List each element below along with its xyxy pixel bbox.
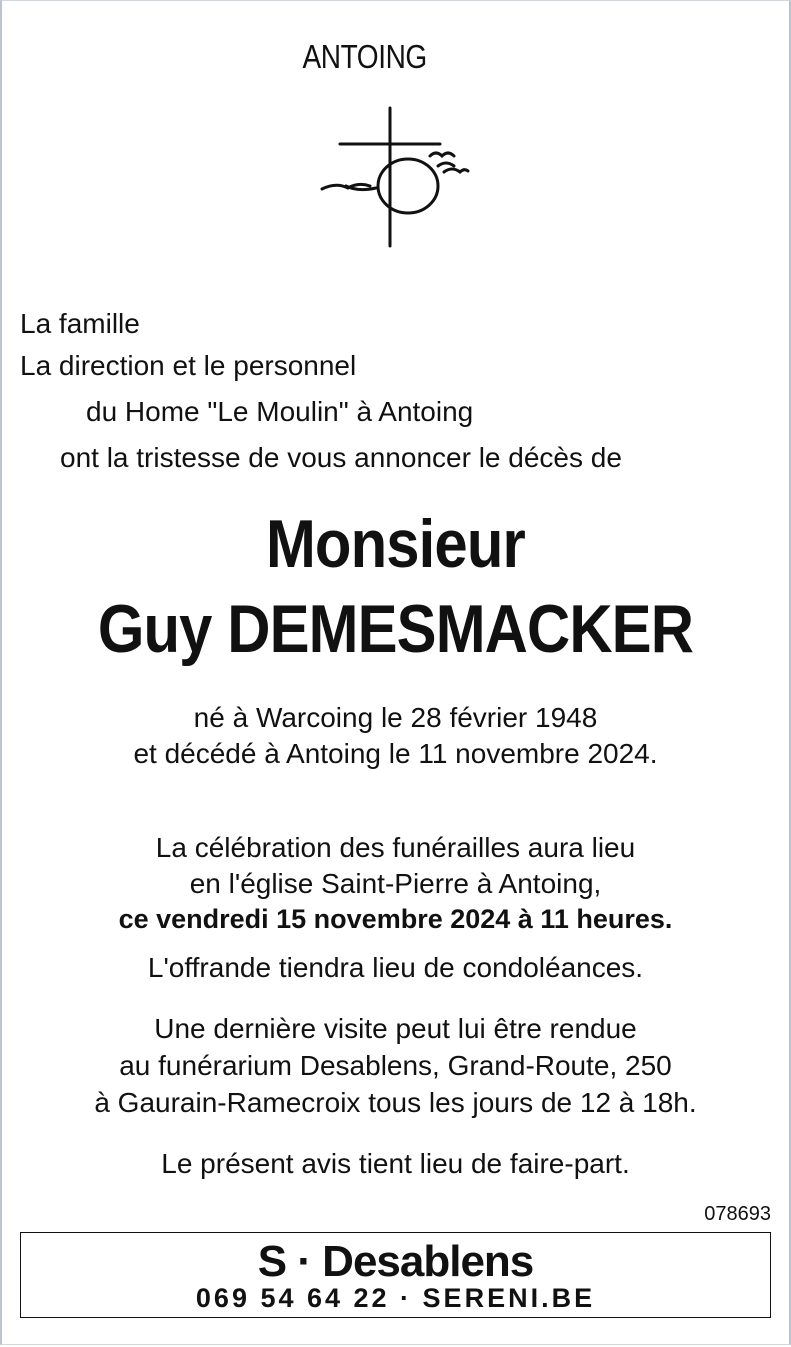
ceremony-line-1: La célébration des funérailles aura lieu <box>155 832 636 863</box>
deceased-name: Guy DEMESMACKER <box>97 591 694 667</box>
visit-line-3: à Gaurain-Ramecroix tous les jours de 12 à 18h. <box>94 1087 697 1118</box>
intro-announcement: ont la tristesse de vous annoncer le décès de <box>60 442 622 473</box>
visit-line-2: au funérarium Desablens, Grand-Route, 250 <box>119 1050 672 1081</box>
death-info: et décédé à Antoing le 11 novembre 2024. <box>133 738 658 769</box>
birth-info: né à Warcoing le 28 février 1948 <box>193 702 598 733</box>
ceremony-line-2: en l'église Saint-Pierre à Antoing, <box>189 868 602 899</box>
funeral-home-name: S · Desablens <box>257 1237 534 1286</box>
funeral-home-contact: 069 54 64 22 · SERENI.BE <box>195 1283 596 1313</box>
deceased-title: Monsieur <box>265 506 525 582</box>
reference-number: 078693 <box>704 1203 771 1225</box>
intro-home: du Home "Le Moulin" à Antoing <box>86 396 474 427</box>
intro-family: La famille <box>20 308 140 339</box>
notice-text: Le présent avis tient lieu de faire-part. <box>161 1148 630 1179</box>
cross-sun-birds-icon <box>318 104 474 250</box>
intro-direction: La direction et le personnel <box>20 350 357 381</box>
visit-line-1: Une dernière visite peut lui être rendue <box>154 1013 637 1044</box>
condolences-note: L'offrande tiendra lieu de condoléances. <box>147 952 644 983</box>
ceremony-date: ce vendredi 15 novembre 2024 à 11 heures. <box>118 904 673 934</box>
town-heading: ANTOING <box>302 38 427 75</box>
funeral-home-box <box>20 1232 771 1318</box>
